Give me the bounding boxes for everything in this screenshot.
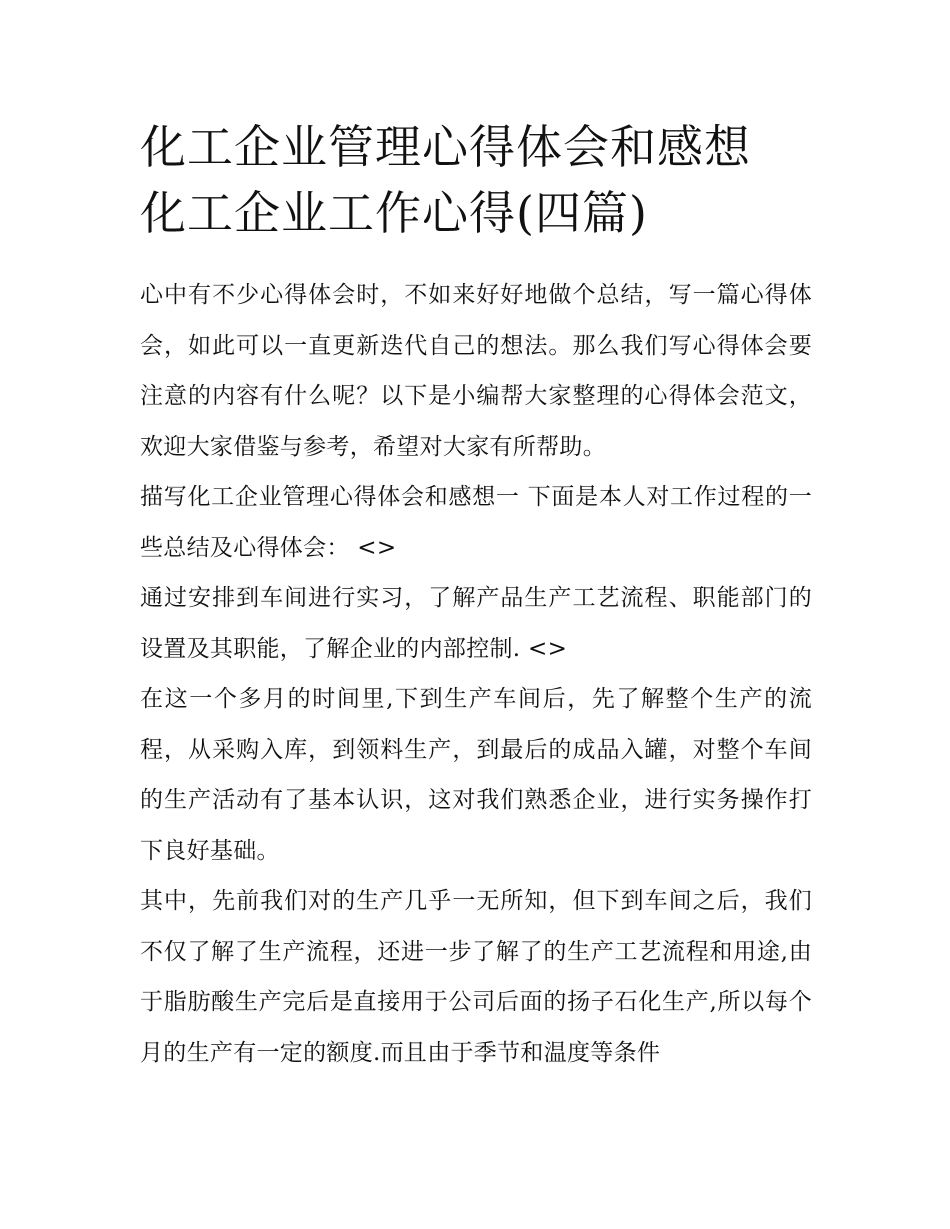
paragraph-intro: 心中有不少心得体会时，不如来好好地做个总结，写一篇心得体会，如此可以一直更新迭代自己的想法。那么我们写心得体会要注意的内容有什么呢？以下是小编帮大家整理的心得体会范文，欢迎大家借鉴与参考，希望对大家有所帮助。 [140,282,812,460]
title-line-1: 化工企业管理心得体会和感想 [140,120,751,174]
paragraph-heading: 描写化工企业管理心得体会和感想一 下面是本人对工作过程的一些总结及心得体会： <> [140,484,812,561]
paragraph-production: 其中，先前我们对的生产几乎一无所知，但下到车间之后，我们不仅了解了生产流程，还进一步了解了的生产工艺流程和用途,由于脂肪酸生产完后是直接用于公司后面的扬子石化生产,所以每个月的生产有一定的额度.而且由于季节和温度等条件 [140,888,812,1066]
paragraph-workshop: 在这一个多月的时间里,下到生产车间后，先了解整个生产的流程，从采购入库，到领料生产，到最后的成品入罐，对整个车间的生产活动有了基本认识，这对我们熟悉企业，进行实务操作打下良好基础。 [140,686,812,864]
document-page [140,114,812,1078]
document-title [140,114,812,246]
title-line-2: 化工企业工作心得(四篇) [140,186,648,240]
paragraph-internship: 通过安排到车间进行实习，了解产品生产工艺流程、职能部门的设置及其职能，了解企业的内部控制. <> [140,585,812,662]
